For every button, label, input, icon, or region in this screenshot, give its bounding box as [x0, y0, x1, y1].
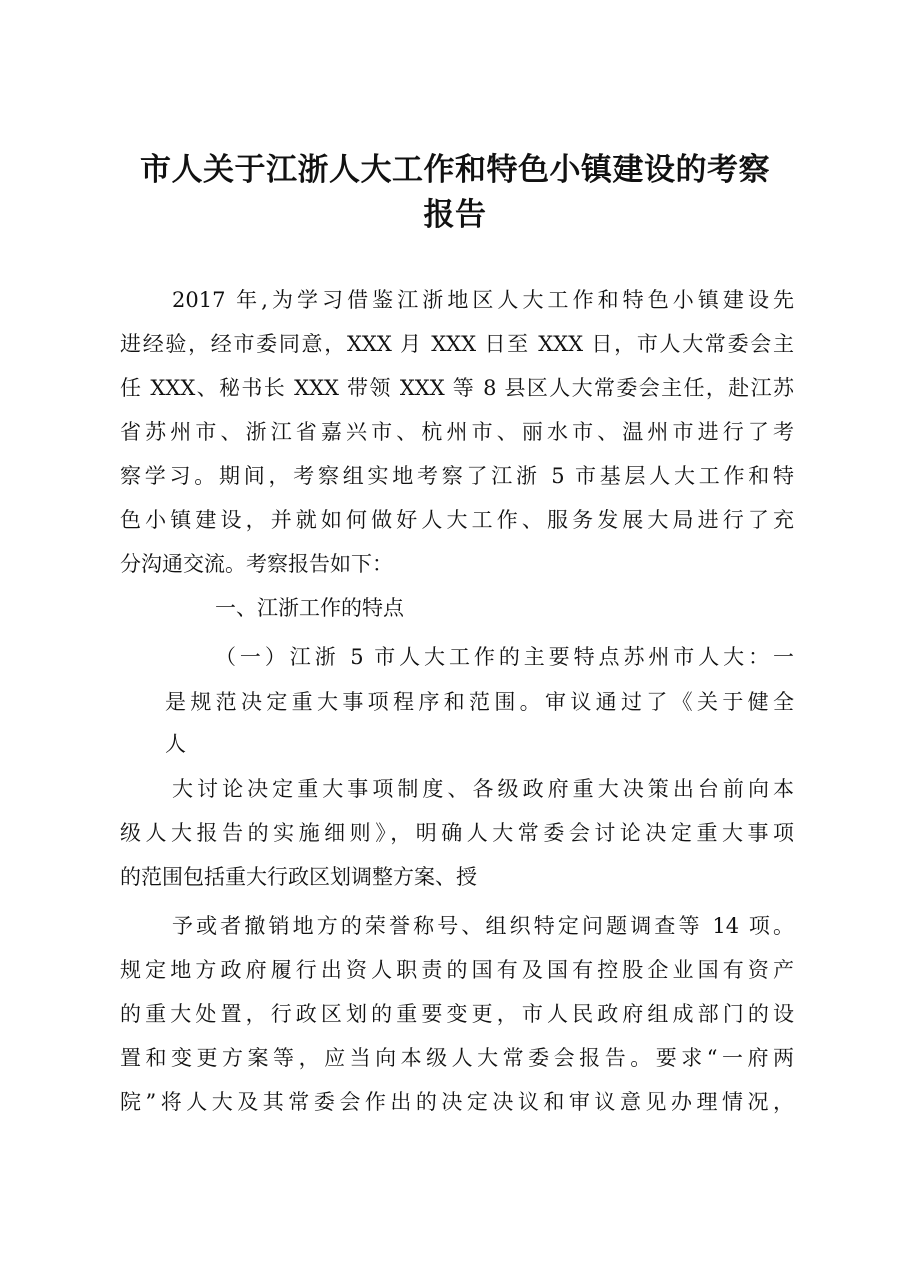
section-heading: 一、江浙工作的特点: [215, 596, 404, 620]
body-line: 的范围包括重大行政区划调整方案、授: [120, 865, 477, 889]
body-line: 省苏州市、浙江省嘉兴市、杭州市、丽水市、温州市进行了考: [120, 420, 794, 444]
title-line-1: 市人关于江浙人大工作和特色小镇建设的考察: [140, 152, 770, 188]
body-line: 分沟通交流。考察报告如下：: [120, 552, 393, 576]
body-line: 进经验，经市委同意，XXX 月 XXX 日至 XXX 日，市人大常委会主: [120, 332, 794, 356]
body-line: 2017 年,为学习借鉴江浙地区人大工作和特色小镇建设先: [172, 288, 794, 312]
body-line: 规定地方政府履行出资人职责的国有及国有控股企业国有资产: [120, 958, 794, 982]
body-line: 色小镇建设，并就如何做好人大工作、服务发展大局进行了充: [120, 508, 794, 532]
document-title: [110, 148, 800, 238]
body-line: 级人大报告的实施细则》，明确人大常委会讨论决定重大事项: [120, 821, 794, 845]
body-line: 察学习。期间，考察组实地考察了江浙 5 市基层人大工作和特: [120, 464, 794, 488]
body-line: 置和变更方案等，应当向本级人大常委会报告。要求“一府两: [120, 1046, 794, 1070]
body-line: 院”将人大及其常委会作出的决定决议和审议意见办理情况，: [120, 1090, 794, 1114]
body-line: 任 XXX、秘书长 XXX 带领 XXX 等 8 县区人大常委会主任，赴江苏: [120, 376, 794, 400]
body-line: 大讨论决定重大事项制度、各级政府重大决策出台前向本: [172, 777, 794, 801]
title-line-2: 报告: [423, 197, 487, 233]
subsection-heading: （一）江浙 5 市人大工作的主要特点苏州市人大：一: [215, 645, 794, 669]
body-line: 的重大处置，行政区划的重要变更，市人民政府组成部门的设: [120, 1002, 794, 1026]
body-line: 是规范决定重大事项程序和范围。审议通过了《关于健全: [165, 690, 794, 714]
body-line: 人: [165, 732, 186, 756]
body-line: 予或者撤销地方的荣誉称号、组织特定问题调查等 14 项。: [172, 914, 794, 938]
